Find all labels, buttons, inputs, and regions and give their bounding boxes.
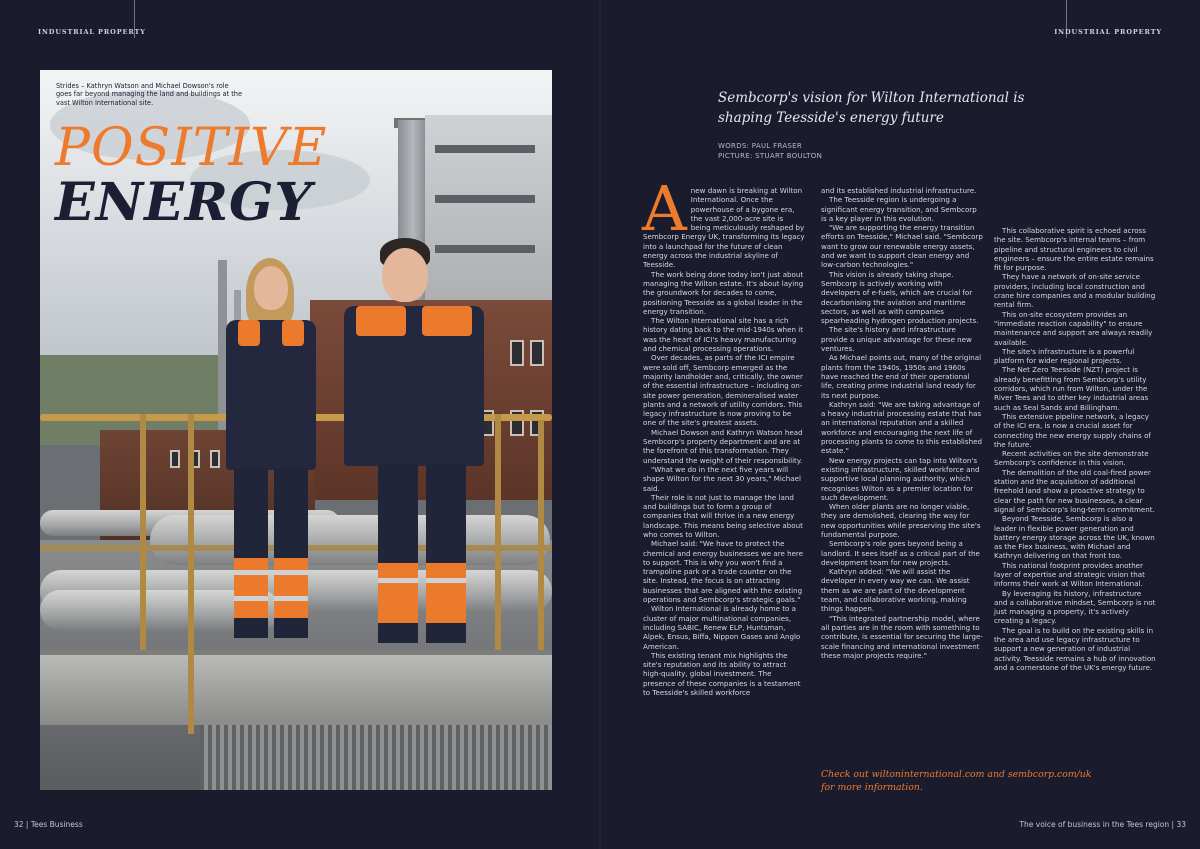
paragraph: Kathryn said: "We are taking advantage of a heavy industrial processing estate that has an international reputation and a skilled workforce and encouraging the next life of processing plants to come to this established estate." bbox=[821, 399, 982, 456]
building-window bbox=[530, 340, 544, 366]
paragraph: Wilton International is already home to a cluster of major multinational companies, including SABIC, Renew ELP, Huntsman, Alpek, Ensus, Biffa, Nippon Gases and Anglo American. bbox=[643, 604, 801, 651]
railing-post bbox=[495, 414, 501, 650]
hall-window bbox=[435, 195, 535, 203]
paragraph: The goal is to build on the existing skills in the area and use legacy infrastructure to support a new generation of industrial activity. Teesside remains a hub of innovation and a cornerstone of the UK's energy future. bbox=[994, 625, 1156, 672]
paragraph: This on-site ecosystem provides an "immediate reaction capability" to ensure maintenance and support are always readily available. bbox=[994, 309, 1153, 347]
paragraph: "What we do in the next five years will shape Wilton for the next 30 years," Michael said. bbox=[643, 464, 801, 493]
hi-vis-shoulder bbox=[238, 320, 260, 346]
person-michael bbox=[338, 238, 488, 643]
right-page bbox=[600, 0, 1200, 849]
walkway bbox=[40, 655, 552, 725]
paragraph: The work being done today isn't just about managing the Wilton estate. It's about laying the groundwork for decades to come, positioning Teesside as a global leader in the energy transition. bbox=[643, 269, 804, 316]
paragraph: Recent activities on the site demonstrate Sembcorp's confidence in this vision. bbox=[994, 449, 1149, 468]
paragraph-text: new dawn is breaking at Wilton International. Once the powerhouse of a bygone era, the vast 2,000-acre site is being meticulously reshaped by Sembcorp Energy UK, transforming its legacy into a launchpad for the future of clean energy across the industrial skyline of Teesside. bbox=[643, 186, 805, 270]
folio-right: The voice of business in the Tees region | 33 bbox=[1019, 820, 1186, 829]
reflective-strip bbox=[274, 596, 308, 601]
paragraph: This national footprint provides another layer of expertise and strategic vision that informs their work at Wilton International. bbox=[994, 560, 1145, 589]
paragraph: The demolition of the old coal-fired power station and the acquisition of additional freehold land show a proactive strategy to clear the path for new businesses, a clear signal of Sembcorp's long-term commitment. bbox=[994, 467, 1155, 514]
reflective-strip bbox=[234, 570, 268, 575]
railing-post bbox=[140, 414, 146, 650]
hi-vis-leg bbox=[274, 558, 308, 618]
paragraph: Michael said: "We have to protect the chemical and energy businesses we are here to support. This is why you won't find a trampoline park or a trade counter on the site. Instead, the focus is on attracting businesses that are aligned with the existing operations and Sembcorp's strategic goals." bbox=[643, 539, 804, 605]
grating bbox=[200, 725, 552, 790]
paragraph: Their role is not just to manage the land and buildings but to form a group of companies that will thrive in a new energy landscape. This means being selective about who comes to Wilton. bbox=[643, 492, 803, 539]
words-credit: WORDS: PAUL FRASER bbox=[718, 142, 803, 150]
hi-vis-shoulder bbox=[356, 306, 406, 336]
hi-vis-shoulder bbox=[422, 306, 472, 336]
section-label: INDUSTRIAL PROPERTY bbox=[38, 28, 146, 36]
drop-cap: A bbox=[642, 172, 687, 245]
paragraph: When older plants are no longer viable, they are demolished, clearing the way for new opportunities while preserving the site's fundamental purpose. bbox=[821, 502, 981, 539]
headline-line-2: ENERGY bbox=[55, 172, 313, 233]
face bbox=[254, 266, 288, 310]
section-label: INDUSTRIAL PROPERTY bbox=[1054, 28, 1162, 36]
credits bbox=[718, 141, 822, 161]
paragraph: This existing tenant mix highlights the site's reputation and its ability to attract high-quality, global investment. The presence of these companies is a testament to Teesside's skilled workforce bbox=[643, 650, 801, 698]
reflective-strip bbox=[378, 578, 418, 583]
face bbox=[382, 248, 428, 302]
call-to-action: Check out wiltoninternational.com and sembcorp.com/uk for more information. bbox=[821, 769, 1092, 793]
paragraph: This vision is already taking shape. Sembcorp is actively working with developers of e-fuels, which are crucial for decarbonising the aviation and maritime sectors, as well as with companies spearheading hydrogen production projects. bbox=[821, 269, 979, 326]
article-column-2 bbox=[821, 186, 983, 660]
paragraph: "This integrated partnership model, where all parties are in the room with something to contribute, is essential for securing the large-scale financing and international investment these major projects require." bbox=[821, 613, 983, 660]
hi-vis-leg bbox=[426, 563, 466, 623]
hi-vis-leg bbox=[378, 563, 418, 623]
paragraph: The site's infrastructure is a powerful platform for wider regional projects. bbox=[994, 346, 1135, 366]
paragraph bbox=[642, 172, 805, 270]
building-window bbox=[510, 340, 524, 366]
building-window bbox=[170, 450, 180, 468]
hi-vis-shoulder bbox=[282, 320, 304, 346]
standfirst: Sembcorp's vision for Wilton International is shaping Teesside's energy future bbox=[718, 90, 1025, 126]
paragraph: This collaborative spirit is echoed across the site. Sembcorp's internal teams – from pipeline and structural engineers to civil engineers – ensure the entire estate remains fit for purpose. bbox=[994, 226, 1154, 273]
paragraph: The Teesside region is undergoing a significant energy transition, and Sembcorp is a key player in this evolution. bbox=[821, 195, 977, 223]
headline-line-1: POSITIVE bbox=[55, 118, 328, 178]
article-column-3 bbox=[994, 226, 1156, 672]
paragraph: By leveraging its history, infrastructure and a collaborative mindset, Sembcorp is not just managing a property, it's actively creating a legacy. bbox=[994, 588, 1156, 626]
picture-credit: PICTURE: STUART BOULTON bbox=[718, 152, 823, 160]
paragraph: The site's history and infrastructure provide a unique advantage for these new ventures. bbox=[821, 325, 972, 354]
reflective-strip bbox=[426, 578, 466, 583]
paragraph: Over decades, as parts of the ICI empire were sold off, Sembcorp emerged as the majority landholder and, critically, the owner of the essential infrastructure – including on-site power generation, demineralised water plants and a network of utility corridors. This legacy infrastructure is now proving to be one of the site's greatest assets. bbox=[643, 353, 803, 428]
paragraph: Beyond Teesside, Sembcorp is also a leader in flexible power generation and battery energy storage across the UK, known as the Flex business, with Michael and Kathryn delivering on that front too. bbox=[994, 514, 1155, 561]
reflective-strip bbox=[234, 596, 268, 601]
article-column-1 bbox=[642, 172, 805, 698]
paragraph: and its established industrial infrastructure. bbox=[821, 186, 977, 195]
railing-post bbox=[538, 420, 544, 650]
paragraph: Kathryn added: "We will assist the developer in every way we can. We assist them as we are part of the development team, and collaborative working, making things happen. bbox=[821, 567, 970, 614]
folio-left: 32 | Tees Business bbox=[14, 820, 83, 829]
paragraph: The Net Zero Teesside (NZT) project is already benefitting from Sembcorp's utility corridors, which run from Wilton, under the River Tees and to other key industrial areas such as Seal Sands and Billingham. bbox=[994, 365, 1149, 412]
paragraph: New energy projects can tap into Wilton's existing infrastructure, skilled workforce and supportive local planning authority, which recognises Wilton as a premier location for such development. bbox=[821, 455, 980, 502]
paragraph: Sembcorp's role goes beyond being a landlord. It sees itself as a critical part of the development team for new projects. bbox=[821, 539, 980, 567]
hall-window bbox=[435, 145, 535, 153]
paragraph: They have a network of on-site service providers, including local construction and crane hire companies and a modular building rental firm. bbox=[994, 272, 1156, 310]
paragraph: Michael Dowson and Kathryn Watson head Sembcorp's property department and are at the forefront of this transformation. They understand the weight of their responsibility. bbox=[643, 427, 803, 465]
reflective-strip bbox=[274, 570, 308, 575]
paragraph: "We are supporting the energy transition efforts on Teesside," Michael said. "Sembcorp want to grow our renewable energy assets, and we want to support clean energy and low-carbon technologies." bbox=[821, 223, 983, 270]
paragraph: This extensive pipeline network, a legacy of the ICI era, is now a crucial asset for connecting the new energy supply chains of the future. bbox=[994, 411, 1151, 449]
paragraph: The Wilton International site has a rich history dating back to the mid-1940s when it was the heart of ICI's heavy manufacturing and chemical processing operations. bbox=[643, 316, 804, 354]
railing-post bbox=[188, 414, 194, 734]
paragraph: As Michael points out, many of the original plants from the 1940s, 1950s and 1960s have reached the end of their operational life, creating prime industrial land ready for its next purpose. bbox=[821, 353, 982, 400]
hi-vis-leg bbox=[234, 558, 268, 618]
person-kathryn bbox=[216, 258, 326, 638]
photo-caption: Strides – Kathryn Watson and Michael Dowson's role goes far beyond managing the land and buildings at the vast Wilton International site. bbox=[56, 82, 243, 107]
